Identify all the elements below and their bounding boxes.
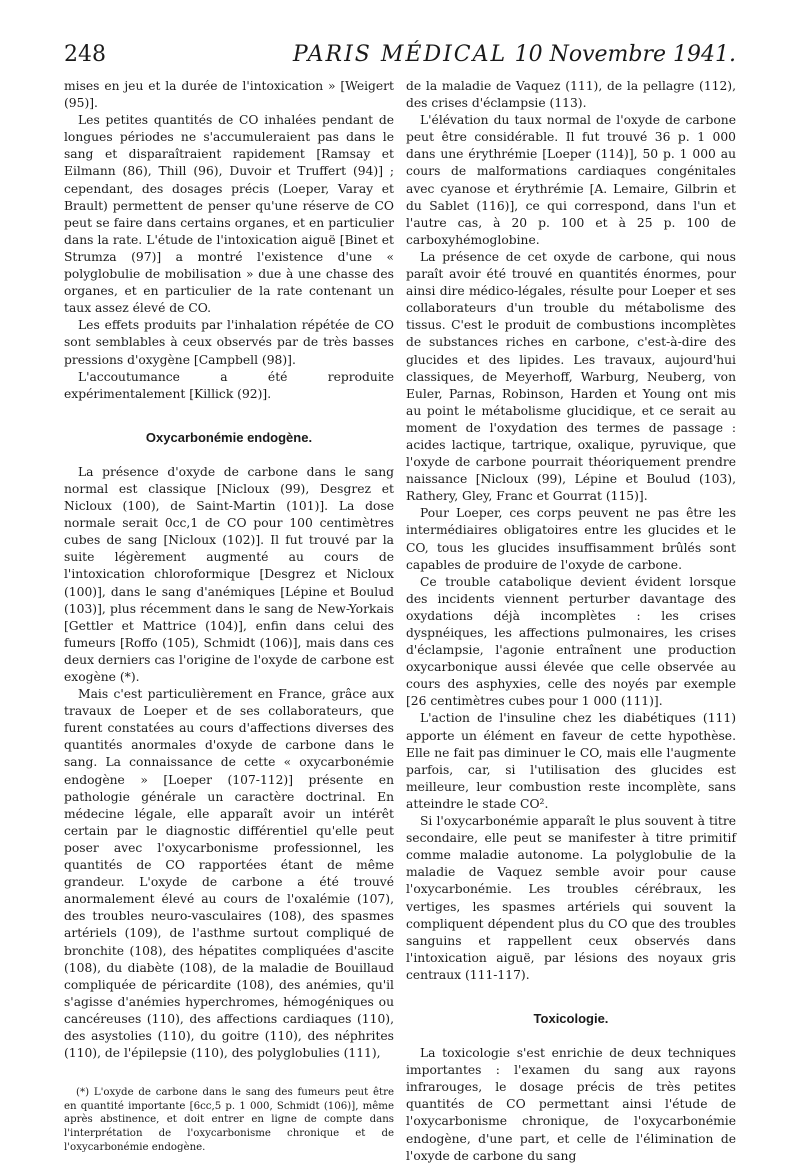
paragraph: Les effets produits par l'inhalation répétée de CO sont semblables à ceux observés par de très basses pressions d'oxygène [Campbell (98)]. <box>64 318 394 367</box>
paragraph: Ce trouble catabolique devient évident lorsque des incidents viennent perturber davantage des oxydations déjà incomplètes : les crises dyspnéiques, les affections pulmonaires, les crises d'éclampsie, l'agonie entraînent une production oxycarbonique aussi élevée que celle observée au cours des asphyxies, celle des noyés par exemple [26 centimètres cubes pour 1 000 (111)]. <box>406 574 736 709</box>
journal-title: PARIS MÉDICAL <box>292 42 508 67</box>
paragraph: de la maladie de Vaquez (111), de la pellagre (112), des crises d'éclampsie (113). <box>406 79 736 111</box>
issue-date: 10 Novembre 1941. <box>514 42 736 67</box>
paragraph: La présence d'oxyde de carbone dans le sang normal est classique [Nicloux (99), Desgrez et Nicloux (100), de Saint-Martin (101)]. La dose normale serait 0cc,1 de CO pour 100 centimètres cubes de sang [Nicloux (102)]. Il fut trouvé par la suite légèrement augmenté au cours de l'intoxication chloroformique [Desgrez et Nicloux (100)], dans le sang d'anémiques [Lépine et Boulud (103)], plus récemment dans le sang de New-Yorkais [Gettler et Mattrice (104)], enfin dans celui des fumeurs [Roffo (105), Schmidt (106)], mais dans ces deux derniers cas l'origine de l'oxyde de carbone est exogène (*). <box>64 464 394 684</box>
section-heading: Toxicologie. <box>533 1010 609 1026</box>
paragraph: La toxicologie s'est enrichie de deux techniques importantes : l'examen du sang aux rayons infrarouges, le dosage précis de très petites quantités de CO permettant ainsi l'étude de l'oxycarbonisme chronique, de l'oxycarbonémie endogène, d'une part, et celle de l'élimination de l'oxyde de carbone du sang <box>406 1046 736 1163</box>
paragraph: Mais c'est particulièrement en France, grâce aux travaux de Loeper et de ses collaborateurs, que furent constatées au cours d'affections diverses des quantités anormales d'oxyde de carbone dans le sang. La connaissance de cette « oxycarbonémie endogène » [Loeper (107-112)] présente en pathologie générale un caractère doctrinal. En médecine légale, elle apparaît avoir un intérêt certain par le diagnostic différentiel qu'elle peut poser avec l'oxycarbonisme professionnel, les quantités de CO rapportées étant de même grandeur. L'oxyde de carbone a été trouvé anormalement élevé au cours de l'oxalémie (107), des troubles neuro-vasculaires (108), des spasmes artériels (109), de l'asthme surtout compliqué de bronchite (108), des hépatites compliquées d'ascite (108), du diabète (108), de la maladie de Bouillaud compliquée de péricardite (108), des anémies, qu'il s'agisse d'anémies hyperchromes, hémogéniques ou cancéreuses (110), des affections cardiaques (110), des asystolies (110), du goitre (110), des néphrites (110), de l'épilepsie (110), des polyglobulies (111), <box>64 687 394 1061</box>
paragraph: Les petites quantités de CO inhalées pendant de longues périodes ne s'accumuleraient pas dans le sang et disparaîtraient rapidement [Ramsay et Eilmann (86), Thill (96), Duvoir et Truffert (94)] ; cependant, des dosages précis (Loeper, Varay et Brault) permettent de penser qu'une réserve de CO peut se faire dans certains organes, et en particulier dans la rate. L'étude de l'intoxication aiguë [Binet et Strumza (97)] a montré l'existence d'une « polyglobulie de mobilisation » due à une chasse des organes, et en particulier de la rate contenant un taux assez élevé de CO. <box>64 113 394 316</box>
paragraph: mises en jeu et la durée de l'intoxication » [Weigert (95)]. <box>64 79 394 111</box>
page-header <box>64 42 736 82</box>
left-column <box>64 78 394 1154</box>
right-column <box>406 78 736 1165</box>
section-heading: Oxycarbonémie endogène. <box>145 429 313 445</box>
page-number: 248 <box>64 42 106 67</box>
footnote-text: (*) L'oxyde de carbone dans le sang des fumeurs peut être en quantité importante [6cc,5 p. 1 000, Schmidt (106)], même après abstinence, et doit entrer en ligne de compte dans l'interprétation de l'oxycarbonisme chronique et de l'oxycarbonémie endogène. <box>64 1087 394 1153</box>
paragraph: L'action de l'insuline chez les diabétiques (111) apporte un élément en faveur de cette hypothèse. Elle ne fait pas diminuer le CO, mais elle l'augmente parfois, car, si l'utilisation des glucides est meilleure, leur combustion reste incomplète, sans atteindre le stade CO². <box>406 711 736 811</box>
paragraph: L'élévation du taux normal de l'oxyde de carbone peut être considérable. Il fut trouvé 36 p. 1 000 dans une érythrémie [Loeper (114)], 50 p. 1 000 au cours de malformations cardiaques congénitales avec cyanose et érythrémie [A. Lemaire, Gilbrin et du Sablet (116)], ce qui correspond, dans l'un et l'autre cas, à 20 p. 100 et à 25 p. 100 de carboxyhémoglobine. <box>406 113 736 247</box>
paragraph: La présence de cet oxyde de carbone, qui nous paraît avoir été trouvé en quantités énormes, pour ainsi dire médico-légales, résulte pour Loeper et ses collaborateurs d'un trouble du métabolisme des tissus. C'est le produit de combustions incomplètes de substances riches en carbone, c'est-à-dire des glucides et des lipides. Les travaux, aujourd'hui classiques, de Meyerhoff, Warburg, Neuberg, von Euler, Parnas, Robinson, Harden et Young ont mis au point le métabolisme glucidique, et ce serait au moment de l'oxydation des termes de passage : acides lactique, tartrique, oxalique, pyruvique, que l'oxyde de carbone pourrait théoriquement prendre naissance [Nicloux (99), Lépine et Boulud (103), Rathery, Gley, Franc et Gourrat (115)]. <box>406 249 736 504</box>
paragraph: Pour Loeper, ces corps peuvent ne pas être les intermédiaires obligatoires entre les glucides et le CO, tous les glucides insuffisamment brûlés sont capables de produire de l'oxyde de carbone. <box>406 506 736 572</box>
paragraph: L'accoutumance a été reproduite expérimentalement [Killick (92)]. <box>64 369 394 401</box>
footnote <box>64 1086 394 1154</box>
paragraph: Si l'oxycarbonémie apparaît le plus souvent à titre secondaire, elle peut se manifester à titre primitif comme maladie autonome. La polyglobulie de la maladie de Vaquez semble avoir pour cause l'oxycarbonémie. Les troubles cérébraux, les vertiges, les spasmes artériels qui souvent la compliquent dépendent plus du CO que des troubles sanguins et rappellent ceux observés dans l'intoxication aiguë, par lésions des noyaux gris centraux (111-117). <box>406 814 736 982</box>
